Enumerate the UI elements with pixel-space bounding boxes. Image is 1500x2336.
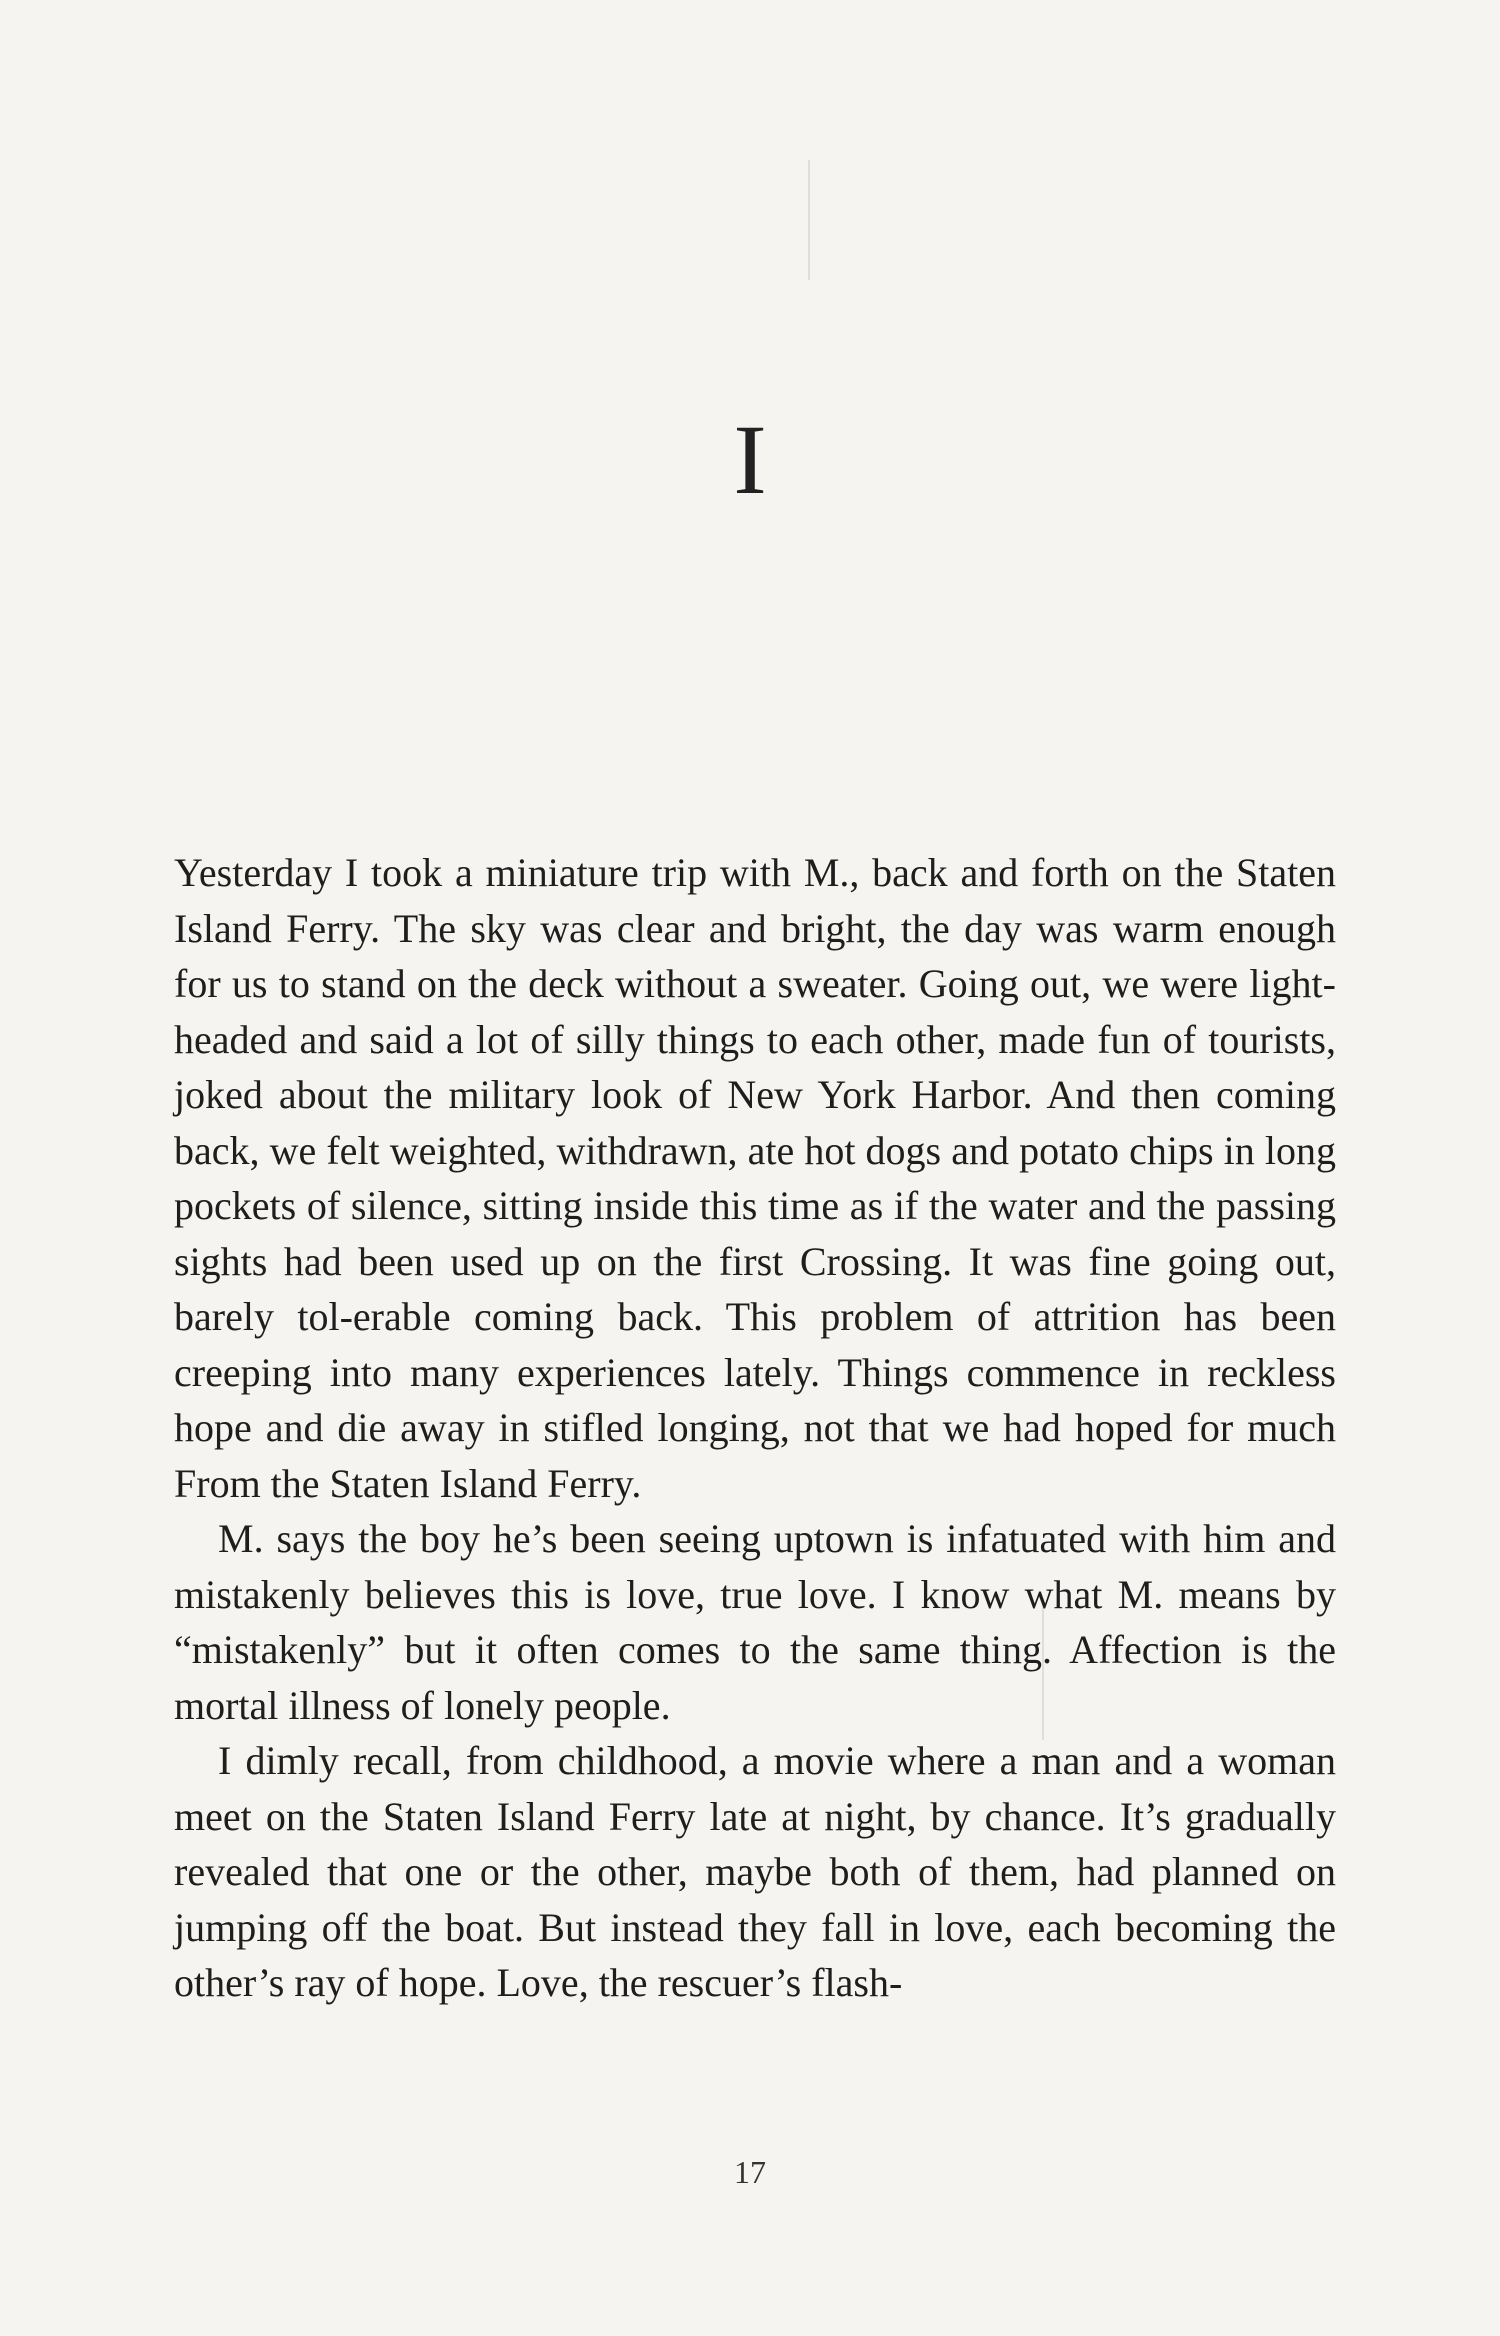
paragraph: I dimly recall, from childhood, a movie where a man and a woman meet on the Staten Island Ferry late at night, by chance. It’s gradually revealed that one or the other, maybe both of them, had planned on jumping off the boat. But instead they fall in love, each becoming the other’s ray of hope. Love, the rescuer’s flash- bbox=[174, 1738, 1336, 2005]
body-text bbox=[174, 845, 1336, 2011]
chapter-number: I bbox=[733, 404, 767, 515]
paragraph: M. says the boy he’s been seeing uptown is infatuated with him and mistakenly believes this is love, true love. I know what M. means by “mistakenly” but it often comes to the same thing. Affection is the mortal illness of lonely people. bbox=[174, 1516, 1336, 1728]
scan-streak bbox=[808, 160, 810, 280]
page-number: 17 bbox=[734, 2154, 766, 2190]
paragraph: Yesterday I took a miniature trip with M., back and forth on the Staten Island Ferry. The sky was clear and bright, the day was warm enough for us to stand on the deck without a sweater. Going out, we were light-headed and said a lot of silly things to each other, made fun of tourists, joked about the military look of New York Harbor. And then coming back, we felt weighted, withdrawn, ate hot dogs and potato chips in long pockets of silence, sitting inside this time as if the water and the passing sights had been used up on the first Crossing. It was fine going out, barely tol-erable coming back. This problem of attrition has been creeping into many experiences lately. Things commence in reckless hope and die away in stifled longing, not that we had hoped for much From the Staten Island Ferry. bbox=[174, 850, 1336, 1506]
